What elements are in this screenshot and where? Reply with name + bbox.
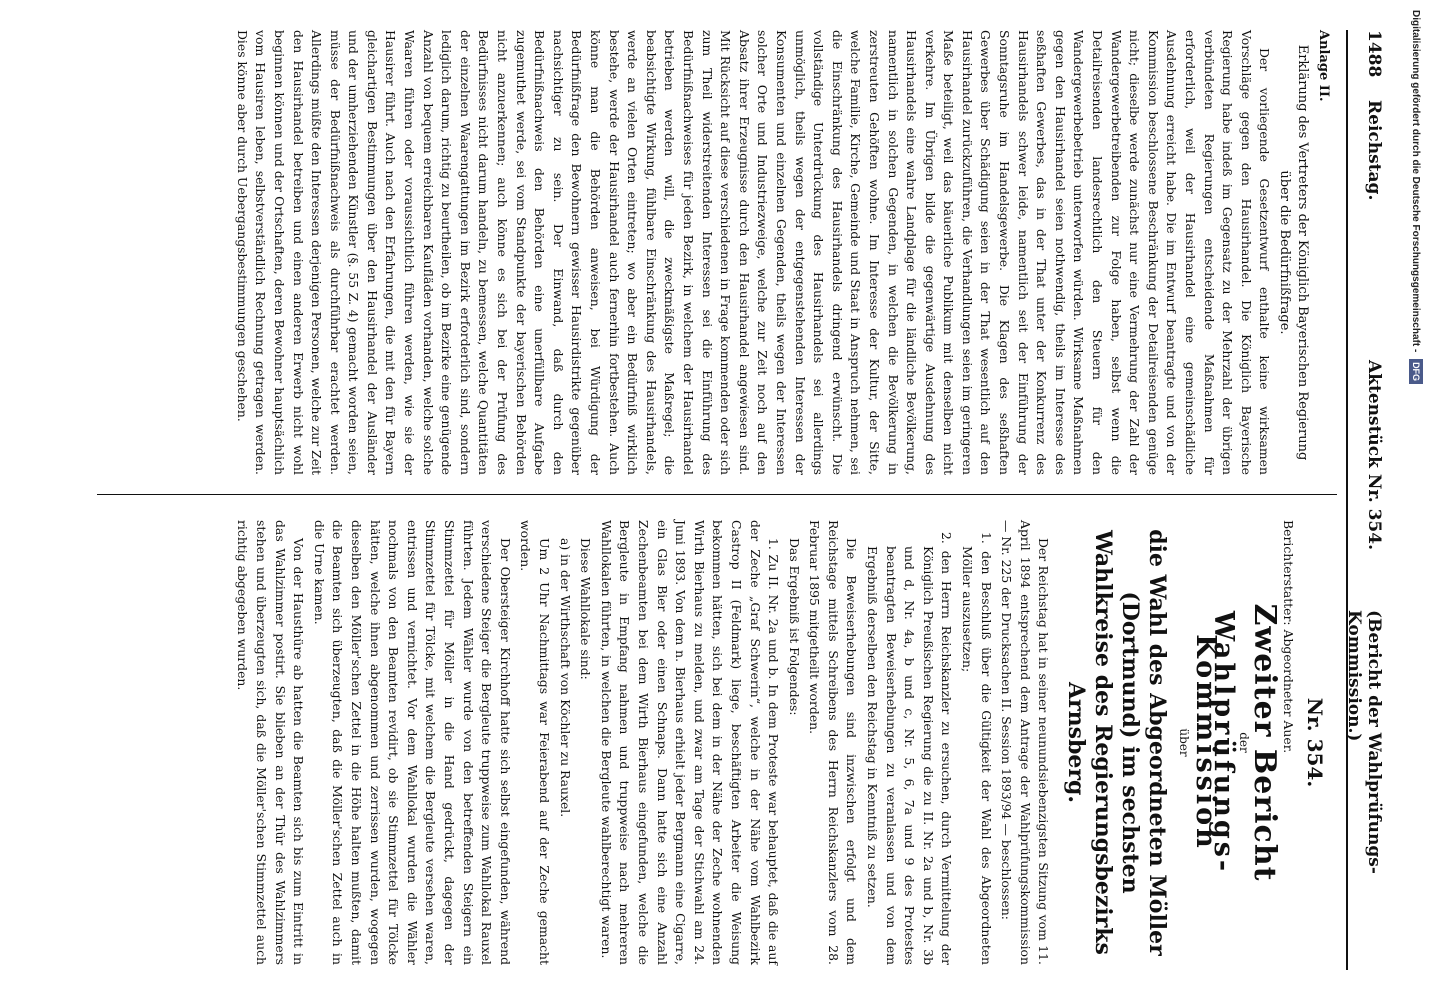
section-heading: Erklärung des Vertreters der Königlich Bayerischen Regierung über die Bedürfnißfrage. bbox=[1277, 44, 1311, 461]
right-paragraph: a) in der Wirthschaft von Köchler zu Rauxel. bbox=[557, 538, 573, 818]
right-paragraph: Um 2 Uhr Nachmittags war Feierabend auf der Zeche gemacht worden. bbox=[518, 520, 552, 965]
dfg-logo: DFG bbox=[1409, 359, 1423, 384]
header-title-right: (Bericht der Wahlprüfungs-Kommission.) bbox=[1344, 610, 1384, 874]
right-paragraph: Der Obersteiger Kirchhoff hatte sich selbst eingefunden, während verschiedene Steiger die Bergleute truppweise zum Wahllokal Rauxel führten. Jedem Wähler wurde von den betreffenden Steigern ein Stimmzettel für Möller in die Hand gedrückt, dagegen der Stimmzettel für Tölcke, mit welchem die Bergleute versehen waren, entrissen und vernichtet. Vor dem Wahllokal wurden die Wähler nochmals von den Beamten revidirt, ob sie Stimmzettel für Tölcke hätten, welche ihnen abgenommen und zerrissen wurden, wogegen dieselben den Möller'schen Zettel in die Höhe halten mußten, damit die Beamten sich überzeugten, daß die Möller'schen Zettel auch in die Urne kamen. bbox=[311, 520, 513, 965]
resolution-item: 1. den Beschluß über die Gültigkeit der Wahl des Abgeordneten Möller auszusetzen; bbox=[960, 532, 994, 965]
right-paragraph: Diese Wahllokale sind: bbox=[578, 538, 594, 680]
report-title: Zweiter Bericht bbox=[1247, 603, 1283, 882]
page-number: 1488 bbox=[1364, 30, 1384, 78]
document-number: Nr. 354. bbox=[1303, 697, 1327, 788]
column-divider bbox=[97, 494, 1337, 495]
right-paragraph: Von der Hausthüre ab hatten die Beamten sich bis zum Eintritt in das Wahlzimmer postirt. Sie blieben an der Thür des Wahlzimmers stehen und überzeugten sich, daß die Möller'schen Stimmzettel auch richtig abgegeben wurden. bbox=[235, 520, 307, 965]
resolution-item: 2. den Herrn Reichskanzler zu ersuchen, durch Vermittelung der Königlich Preußischen Regierung die zu II. Nr. 2a und b, Nr. 3b und d, Nr. 4a, b und c, Nr. 5, 6, 7a und 9 des Protestes beantragten Beweiserhebungen zu veranlassen und von dem Ergebniß derselben den Reichstag in Kenntniß zu setzen. bbox=[865, 532, 955, 965]
header-title-mid: Aktenstück Nr. 354. bbox=[1364, 360, 1384, 551]
commission-name: Wahlprüfungs-Kommission bbox=[1189, 610, 1240, 875]
digitization-credit bbox=[1402, 10, 1428, 995]
right-column bbox=[231, 520, 1332, 965]
intro-paragraph: Der Reichstag hat in seiner neunundsiebenzigsten Sitzung vom 11. April 1894 entsprechend dem Antrage der Wahlprüfungskommission — Nr. 225 der Drucksachen II. Session 1893/94 — beschlossen: bbox=[999, 520, 1052, 965]
report-subject: die Wahl des Abgeordneten Möller (Dortmund) im sechsten Wahlkreise des Regierungsbezirks Arnsberg. bbox=[1063, 529, 1171, 956]
credit-text: Digitalisierung gefördert durch die Deutsche Forschungsgemeinschaft - bbox=[1410, 10, 1421, 353]
rapporteur: Berichterstatter: Abgeordneter Auer. bbox=[1281, 520, 1297, 754]
left-column bbox=[230, 30, 1332, 475]
left-paragraph: Der vorliegende Gesetzentwurf enthalte keine wirksamen Vorschläge gegen den Hausirhandel. Die Königlich Bayerische Regierung habe indeß im Gegensatz zu der Mehrzahl der übrigen verbündeten Regierungen entscheidende Maßnahmen für erforderlich, weil der Hausirhandel eine gemeinschädliche Ausdehnung erreicht habe. Die im Entwurf beantragte und von der Kommission beschlossene Beschränkung der Detailreisenden genüge nicht; dieselbe werde zunächst nur eine Vermehrung der Zahl der Wandergewerbetreibenden zur Folge haben, selbst wenn die Detailreisenden landesrechtlich den Steuern für den Wandergewerbebetrieb unterworfen würden. Wirksame Maßnahmen gegen den Hausirhandel seien nothwendig, theils im Interesse des seßhaften Gewerbes, das in der That unter der Konkurrenz des Hausirhandels schwer leide, namentlich seit der Einführung der Sonntagsruhe im Handelsgewerbe. Die Klagen des seßhaften Gewerbes über Schädigung seien in der That wesentlich auf den Hausirhandel zurückzuführen, die Verhandlungen seien im geringeren Maße beteiligt, weil das bäuerliche Publikum mit denselben nicht verkehre. Im Übrigen bilde die gegenwärtige Ausdehnung des Hausirhandels eine wahre Landplage für die ländliche Bevölkerung, namentlich in solchen Gegenden, in welchen die Bevölkerung in zerstreuten Gehöften wohne. Im Interesse der Kultur, der Sitte, welche Familie, Kirche, Gemeinde und Staat in Anspruch nehmen, sei die Einschränkung des Hausirhandels dringend erwünscht. Die vollständige Unterdrückung des Hausirhandels sei allerdings unmöglich, theils wegen der entgegenstehenden Interessen der Konsumenten und einzelnen Gegenden, theils wegen der Interessen solcher Orte und Industriezweige, welche zur Zeit noch auf den Absatz ihrer Erzeugnisse durch den Hausirhandel angewiesen sind. Mit Rücksicht auf diese verschiedenen in Frage kommenden oder sich zum Theil widerstreitenden Interessen sei die Einführung des Bedürfnißnachweises für jeden Bezirk, in welchem der Hausirhandel betrieben werden will, die zweckmäßigste Maßregel; die beabsichtigte Wirkung, fühlbare Einschränkung des Hausirhandels, werde an vielen Orten eintreten; wo aber ein Bedürfniß wirklich bestehe, werde der Hausirhandel auch fernerhin fortbestehen. Auch könne man die Behörden anweisen, bei Würdigung der Bedürfnißfrage den Bewohnern gewisser Hausirdistrikte gegenüber nachsichtiger zu sein. Der Einwand, daß durch den Bedürfnißnachweis den Behörden eine unerfüllbare Aufgabe zugemuthet werde, sei vom Standpunkte der bayerischen Behörden nicht anzuerkennen; auch könne es sich bei der Prüfung des Bedürfnisses nicht darum handeln, zu bemessen, welche Quantitäten der einzelnen Waarengattungen im Bezirk erforderlich sind, sondern lediglich darum, richtig zu beurtheilen, ob im Bezirke eine genügende Anzahl von bequem erreichbaren Kaufläden vorhanden, welche solche Waaren führen oder voraussichtlich führen werden, wie sie der Hausirer führt. Auch nach den Erfahrungen, die mit den für Bayern gleichartigen Bestimmungen über den Hausirhandel der Ausländer und der umherziehenden Künstler (§. 55 Z. 4) gemacht worden seien, müsse der Bedürfnißnachweis als durchführbar erachtet werden. Allerdings müßte den Interessen derjenigen Personen, welche zur Zeit den Hausirhandel betreiben und einen anderen Erwerb nicht wohl beginnen können und der Ortschaften, deren Bewohner hauptsächlich vom Hausiren leben, selbstverständlich Rechnung getragen werden. Dies könne aber durch Uebergangsbestimmungen geschehen. bbox=[234, 30, 1273, 475]
anlage-label: Anlage II. bbox=[1316, 30, 1331, 102]
header-rule bbox=[1346, 30, 1348, 970]
report-der: der bbox=[1236, 732, 1251, 753]
right-paragraph: 1. Zu II. Nr. 2a und b. In dem Proteste war behauptet, daß die auf der Zeche „Graf Schwerin“, welche in der Nähe vom Wahlbezirk Castrop II (Feldmark) liege, beschäftigten Arbeiter die Weisung bekommen hätten, sich bei dem in der Nähe der Zeche wohnenden Wirth Bierhaus zu melden, und zwar am Tage der Stichwahl am 24. Juni 1893. Von dem n. Bierhaus erhielt jeder Bergmann eine Cigarre, ein Glas Bier oder einen Schnaps. Dann hatte sich eine Anzahl Zechenbeamten bei dem Wirth Bierhaus eingefunden, welche die Bergleute in Empfang nahmen und truppweise nach mehreren Wahllokalen führten, in welchen die Bergleute wahlberechtigt waren. bbox=[598, 520, 782, 965]
right-paragraph: Die Beweiserhebungen sind inzwischen erfolgt und dem Reichstage mittels Schreibens des Herrn Reichskanzlers vom 28. Februar 1895 mitgetheilt worden. bbox=[807, 520, 860, 965]
header-title-left: Reichstag. bbox=[1364, 100, 1384, 201]
page-header bbox=[1344, 30, 1392, 970]
right-paragraph: Das Ergebniß ist Folgendes: bbox=[786, 538, 802, 716]
report-ueber: über bbox=[1177, 728, 1192, 757]
